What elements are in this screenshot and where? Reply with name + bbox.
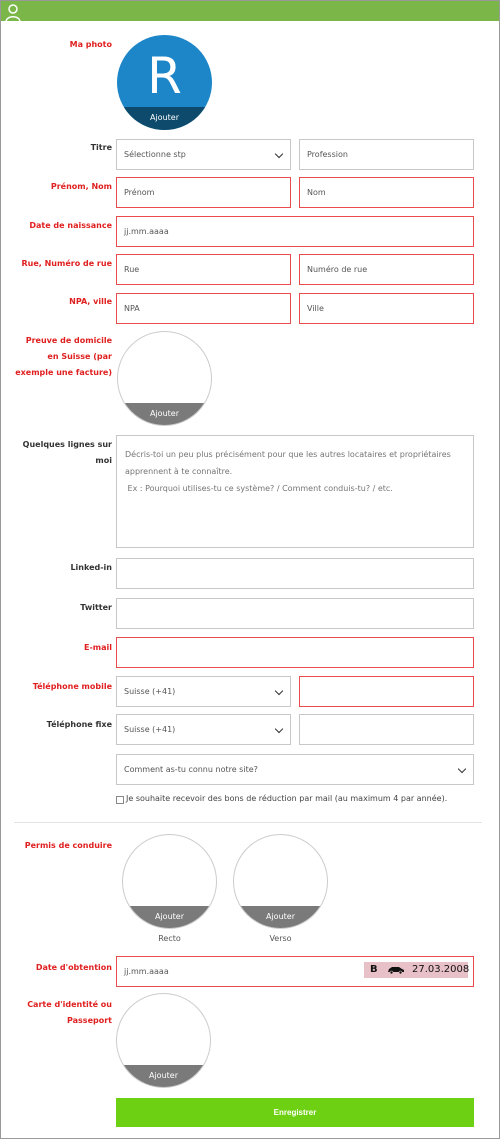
license-front-add-button[interactable]: Ajouter — [123, 906, 216, 928]
birthdate-input[interactable]: jj.mm.aaaa — [116, 216, 474, 247]
license-date: 27.03.2008 — [412, 964, 470, 975]
city-label: NPA, ville — [69, 297, 112, 306]
email-input[interactable] — [116, 637, 474, 668]
license-class: B — [370, 964, 378, 975]
street-number-input[interactable]: Numéro de rue — [299, 254, 474, 285]
license-back-add-button[interactable]: Ajouter — [234, 906, 327, 928]
npa-input[interactable]: NPA — [116, 293, 291, 324]
chevron-down-icon — [275, 725, 283, 733]
residence-label: Preuve de domicile en Suisse (par exemple une facture) — [15, 336, 112, 377]
obtention-date-placeholder: jj.mm.aaaa — [124, 967, 169, 976]
twitter-label: Twitter — [80, 603, 112, 612]
titre-label: Titre — [90, 143, 112, 152]
newsletter-checkbox[interactable] — [116, 796, 124, 804]
id-card-upload[interactable] — [116, 993, 211, 1088]
chevron-down-icon — [275, 150, 283, 158]
save-button[interactable]: Enregistrer — [116, 1098, 474, 1127]
mobile-country-value: Suisse (+41) — [124, 687, 176, 696]
birth-label: Date de naissance — [29, 221, 112, 230]
landline-label: Téléphone fixe — [46, 720, 112, 729]
header-bar — [1, 1, 499, 21]
referral-select-value: Comment as-tu connu notre site? — [124, 765, 258, 774]
street-label: Rue, Numéro de rue — [21, 259, 112, 268]
newsletter-label: Je souhaite recevoir des bons de réduction par mail (au maximum 4 par année). — [126, 794, 448, 803]
car-icon — [387, 966, 405, 974]
chevron-down-icon — [458, 765, 466, 773]
profile-photo[interactable] — [117, 35, 212, 130]
linkedin-input[interactable] — [116, 558, 474, 589]
chevron-down-icon — [275, 687, 283, 695]
license-front-upload[interactable] — [122, 834, 217, 929]
photo-add-button[interactable]: Ajouter — [117, 107, 212, 130]
obtention-label: Date d'obtention — [35, 963, 112, 972]
license-class-badge — [364, 962, 468, 978]
name-label: Prénom, Nom — [50, 182, 112, 191]
avatar-letter: R — [147, 47, 182, 105]
first-name-input[interactable]: Prénom — [116, 177, 291, 208]
license-back-caption: Verso — [269, 934, 292, 943]
user-icon — [5, 4, 21, 22]
referral-select[interactable] — [116, 754, 474, 785]
section-divider — [14, 822, 482, 823]
titre-select-value: Sélectionne stp — [124, 150, 186, 159]
titre-select[interactable] — [116, 139, 291, 170]
about-label: Quelques lignes sur moi — [22, 440, 112, 465]
license-label: Permis de conduire — [24, 841, 112, 850]
profession-input[interactable]: Profession — [299, 139, 474, 170]
linkedin-label: Linked-in — [70, 563, 112, 572]
mobile-country-select[interactable] — [116, 676, 291, 707]
city-input[interactable]: Ville — [299, 293, 474, 324]
residence-upload[interactable] — [117, 331, 212, 426]
street-input[interactable]: Rue — [116, 254, 291, 285]
last-name-input[interactable]: Nom — [299, 177, 474, 208]
license-back-upload[interactable] — [233, 834, 328, 929]
license-front-caption: Recto — [158, 934, 181, 943]
landline-country-select[interactable] — [116, 714, 291, 745]
landline-number-input[interactable] — [299, 714, 474, 745]
id-card-label: Carte d'identité ou Passeport — [27, 1000, 112, 1025]
id-card-add-button[interactable]: Ajouter — [117, 1065, 210, 1087]
mobile-number-input[interactable] — [299, 676, 474, 707]
about-textarea[interactable] — [116, 435, 474, 548]
email-label: E-mail — [83, 643, 112, 652]
twitter-input[interactable] — [116, 598, 474, 629]
photo-label: Ma photo — [69, 40, 112, 49]
residence-add-button[interactable]: Ajouter — [118, 403, 211, 425]
mobile-label: Téléphone mobile — [32, 682, 112, 691]
landline-country-value: Suisse (+41) — [124, 725, 176, 734]
